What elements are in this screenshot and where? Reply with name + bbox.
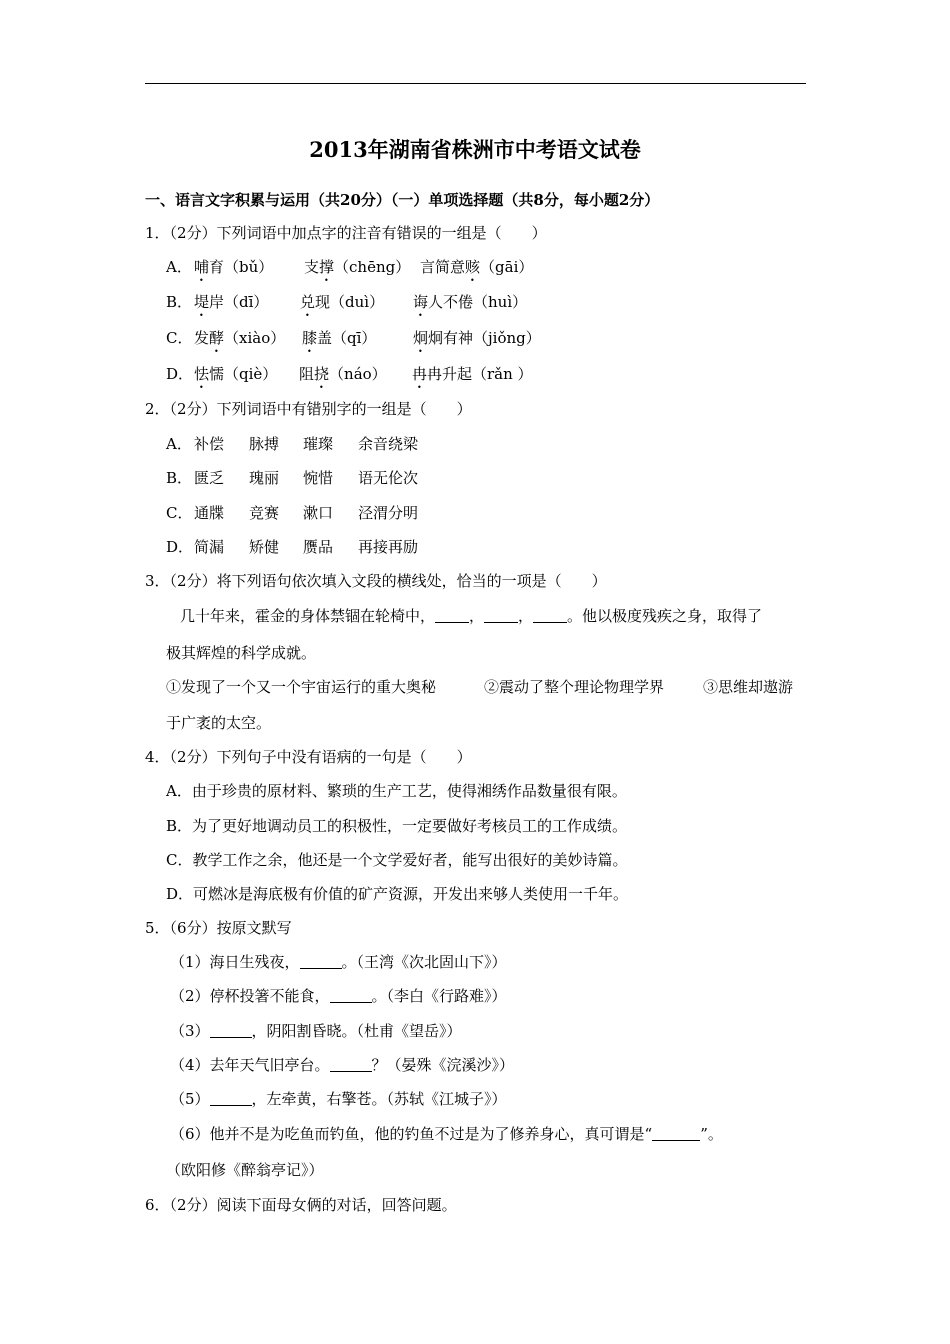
q4-option-d: D．可燃冰是海底极有价值的矿产资源，开发出来够人类使用一千年。 [166, 885, 629, 903]
q2-c-word4: 泾渭分明 [358, 504, 419, 522]
q1-a-word2: 支撑（chēng） [304, 258, 411, 276]
q5-text: （5） [170, 1090, 210, 1108]
q3-choice-2: ②震动了整个理论物理学界 [484, 678, 665, 696]
q2-c-word1: 通牒 [194, 504, 225, 522]
q3-choice-1: ①发现了一个又一个宇宙运行的重大奥秘 [166, 678, 437, 696]
q2-a-word1: 补偿 [194, 435, 225, 453]
q2-b-word2: 瑰丽 [249, 469, 280, 487]
q4-option-c: C．教学工作之余，他还是一个文学爱好者，能写出很好的美妙诗篇。 [166, 851, 628, 869]
page-title: 2013年湖南省株洲市中考语文试卷 [309, 137, 641, 162]
q5-item-3 [170, 1020, 462, 1042]
fill-blank [300, 952, 342, 969]
header-rule [145, 83, 806, 84]
q1-b-word3: 诲人不倦（huì） [413, 293, 528, 311]
q2-a-word3: 璀璨 [303, 435, 334, 453]
q5-text: （6）他并不是为吃鱼而钓鱼，他的钓鱼不过是为了修养身心，真可谓是“ [170, 1125, 653, 1143]
q1-d-word3: 冉冉升起（rǎn ） [412, 365, 533, 383]
q1-c-word1: 发酵（xiào） [194, 329, 286, 347]
option-label: A． [166, 258, 192, 276]
q6-stem: 6．（2分）阅读下面母女俩的对话，回答问题。 [145, 1196, 457, 1214]
option-label: A． [166, 435, 192, 453]
q2-option-b [166, 467, 766, 489]
q5-text: （1）海日生残夜， [170, 953, 300, 971]
q5-text: ，左牵黄，右擎苍。（苏轼《江城子》） [251, 1090, 507, 1108]
q1-option-b [166, 291, 806, 313]
q2-option-c [166, 502, 766, 524]
q2-a-word2: 脉搏 [249, 435, 280, 453]
q2-c-word3: 漱口 [303, 504, 334, 522]
q3-sep: ， [469, 607, 485, 625]
q2-option-a [166, 433, 766, 455]
q3-choice-3: ③思维却遨游 [703, 678, 794, 696]
option-label: C． [166, 504, 193, 522]
q4-option-a: A．由于珍贵的原材料、繁琐的生产工艺，使得湘绣作品数量很有限。 [166, 782, 627, 800]
q2-d-word2: 矫健 [249, 538, 280, 556]
q2-d-word3: 赝品 [303, 538, 334, 556]
q1-d-word2: 阻挠（náo） [299, 365, 387, 383]
q1-b-word1: 堤岸（dī） [194, 293, 269, 311]
q1-a-word3: 言简意赅（gāi） [420, 258, 534, 276]
q1-option-a [166, 256, 806, 278]
q2-d-word4: 再接再励 [358, 538, 419, 556]
q5-item-4 [170, 1054, 514, 1076]
section-heading: 一、语言文字积累与运用（共20分）（一）单项选择题（共8分，每小题2分） [145, 191, 660, 209]
q1-a-word1: 哺育（bǔ） [194, 258, 274, 276]
q5-text: ”。 [700, 1125, 723, 1143]
q5-text: （3） [170, 1022, 210, 1040]
q2-c-word2: 竞赛 [249, 504, 280, 522]
q4-stem: 4．（2分）下列句子中没有语病的一句是（ ） [145, 748, 472, 766]
q3-passage-line2: 极其辉煌的科学成就。 [166, 644, 317, 662]
option-label: B． [166, 469, 193, 487]
option-label: B． [166, 293, 193, 311]
q1-stem: 1．（2分）下列词语中加点字的注音有错误的一组是（ ） [145, 224, 547, 242]
q5-item-6-source: （欧阳修《醉翁亭记》） [166, 1161, 324, 1179]
q4-option-b: B．为了更好地调动员工的积极性，一定要做好考核员工的工作成绩。 [166, 817, 628, 835]
q2-b-word4: 语无伦次 [358, 469, 419, 487]
q1-option-d [166, 363, 806, 385]
q2-b-word3: 惋惜 [303, 469, 334, 487]
q5-text: 。（王湾《次北固山下》） [341, 953, 507, 971]
q3-choices-line2: 于广袤的太空。 [166, 714, 272, 732]
option-label: D． [166, 538, 194, 556]
q3-passage-text: 。他以极度残疾之身，取得了 [567, 607, 763, 625]
q1-b-word2: 兑现（duì） [300, 293, 385, 311]
fill-blank [330, 986, 372, 1003]
q2-a-word4: 余音绕梁 [358, 435, 419, 453]
q5-item-5 [170, 1088, 507, 1110]
q1-option-c [166, 327, 806, 349]
q5-text: ，阴阳割昏晓。（杜甫《望岳》） [251, 1022, 462, 1040]
fill-blank [652, 1124, 700, 1141]
q2-stem: 2．（2分）下列词语中有错别字的一组是（ ） [145, 400, 472, 418]
q3-stem: 3．（2分）将下列语句依次填入文段的横线处，恰当的一项是（ ） [145, 572, 607, 590]
q2-d-word1: 简漏 [194, 538, 225, 556]
q5-text: （2）停杯投箸不能食， [170, 987, 330, 1005]
fill-blank [435, 606, 469, 623]
q2-option-d [166, 536, 766, 558]
q1-c-word2: 膝盖（qī） [302, 329, 377, 347]
q5-item-2 [170, 985, 507, 1007]
fill-blank [210, 1089, 252, 1106]
q5-item-6 [170, 1123, 723, 1145]
q5-item-1 [170, 951, 507, 973]
q5-text: （4）去年天气旧亭台。 [170, 1056, 330, 1074]
q5-text: ？（晏殊《浣溪沙》） [371, 1056, 515, 1074]
fill-blank [210, 1021, 252, 1038]
q3-sep: ， [518, 607, 534, 625]
fill-blank [484, 606, 518, 623]
q3-passage-line1 [180, 605, 762, 627]
option-label: C． [166, 329, 193, 347]
q2-b-word1: 匮乏 [194, 469, 225, 487]
option-label: D． [166, 365, 194, 383]
fill-blank [330, 1055, 372, 1072]
fill-blank [533, 606, 567, 623]
q3-passage-text: 几十年来，霍金的身体禁锢在轮椅中， [180, 607, 436, 625]
q1-d-word1: 怯懦（qiè） [194, 365, 278, 383]
q1-c-word3: 炯炯有神（jiǒng） [413, 329, 541, 347]
q5-text: 。（李白《行路难》） [371, 987, 507, 1005]
q5-stem: 5．（6分）按原文默写 [145, 919, 292, 937]
